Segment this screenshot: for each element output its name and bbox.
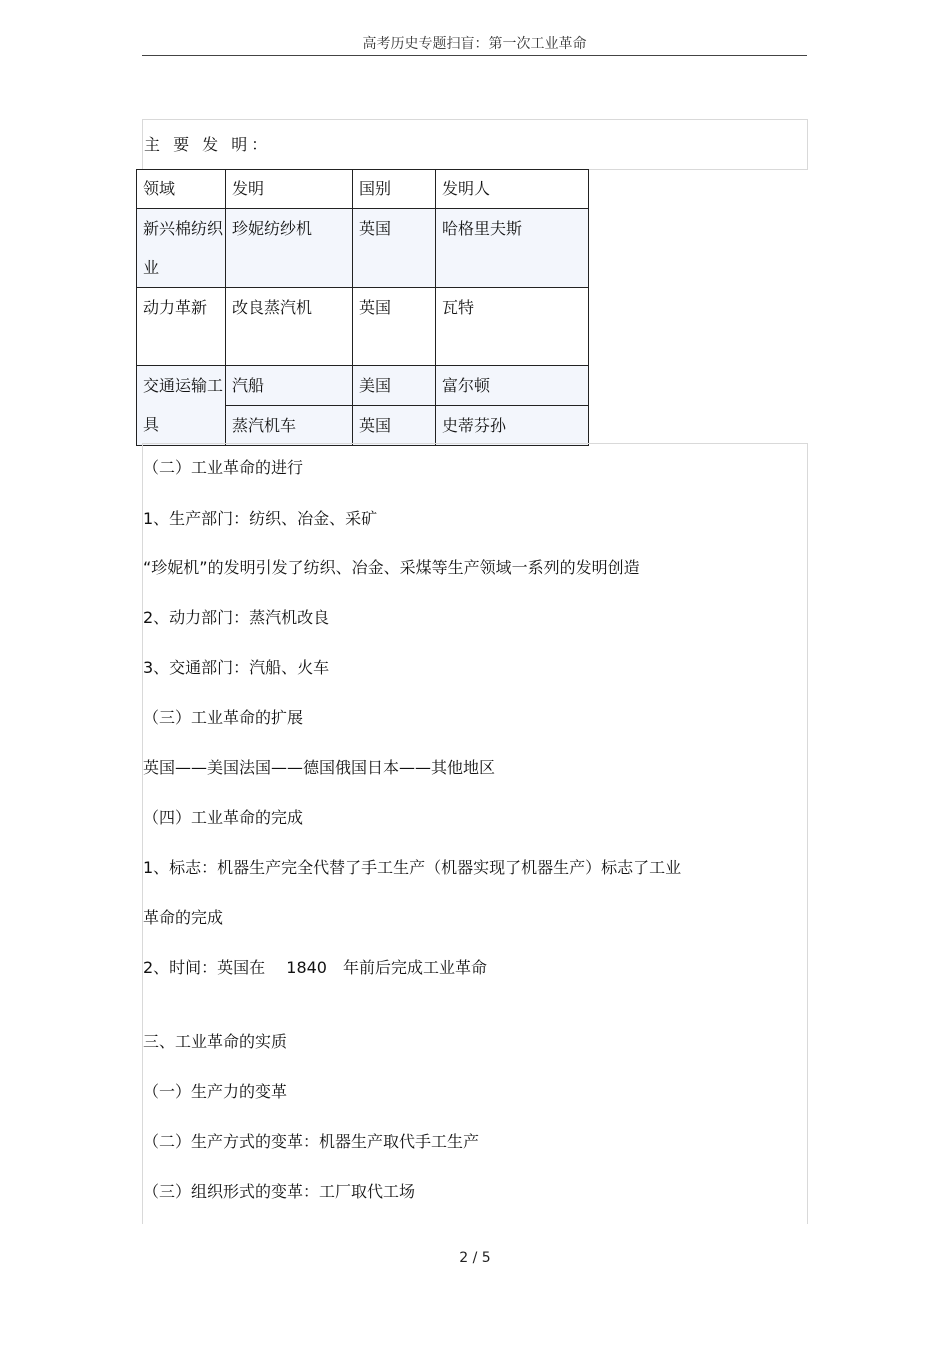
body-line: 2、时间：英国在 1840 年前后完成工业革命 xyxy=(143,958,487,977)
body-line: （三）组织形式的变革：工厂取代工场 xyxy=(143,1182,416,1201)
body-line: 革命的完成 xyxy=(143,908,224,927)
table-header-cell: 国别 xyxy=(353,170,436,209)
table-row xyxy=(137,288,589,366)
table-cell-inventor: 富尔顿 xyxy=(436,366,589,406)
body-line: 2、动力部门：蒸汽机改良 xyxy=(143,608,330,627)
table-cell-invention: 汽船 xyxy=(226,366,353,406)
table-header-cell: 发明 xyxy=(226,170,353,209)
section-label-box xyxy=(142,119,808,170)
page-number: 2 / 5 xyxy=(459,1250,491,1266)
table-cell-country: 英国 xyxy=(353,209,436,288)
body-line: 3、交通部门：汽船、火车 xyxy=(143,658,330,677)
table-header-row xyxy=(137,170,589,209)
body-line: （四）工业革命的完成 xyxy=(143,808,304,827)
header-rule xyxy=(142,55,807,56)
table-header-cell: 领域 xyxy=(137,170,226,209)
body-line: 三、工业革命的实质 xyxy=(143,1032,288,1051)
table-cell-invention: 蒸汽机车 xyxy=(226,406,353,446)
table-row xyxy=(137,366,589,406)
table-cell-invention: 改良蒸汽机 xyxy=(226,288,353,366)
table-cell-country: 美国 xyxy=(353,366,436,406)
table-cell-invention: 珍妮纺纱机 xyxy=(226,209,353,288)
page-header-title: 高考历史专题扫盲：第一次工业革命 xyxy=(362,36,587,52)
body-line: （二）工业革命的进行 xyxy=(143,458,304,477)
section-label: 主 要 发 明： xyxy=(144,135,272,154)
table-cell-field: 交通运输工具 xyxy=(137,366,226,446)
body-line: 1、生产部门：纺织、冶金、采矿 xyxy=(143,509,378,528)
table-cell-field: 动力革新 xyxy=(137,288,226,366)
body-line: “珍妮机”的发明引发了纺织、冶金、采煤等生产领域一系列的发明创造 xyxy=(143,558,640,577)
table-header-cell: 发明人 xyxy=(436,170,589,209)
inventions-table xyxy=(136,169,589,446)
table-cell-inventor: 瓦特 xyxy=(436,288,589,366)
table-row xyxy=(137,209,589,288)
table-cell-country: 英国 xyxy=(353,406,436,446)
body-line: 英国——美国法国——德国俄国日本——其他地区 xyxy=(143,758,496,777)
body-line: （三）工业革命的扩展 xyxy=(143,708,304,727)
table-cell-field: 新兴棉纺织业 xyxy=(137,209,226,288)
body-line: （二）生产方式的变革：机器生产取代手工生产 xyxy=(143,1132,480,1151)
table-cell-country: 英国 xyxy=(353,288,436,366)
body-line: （一）生产力的变革 xyxy=(143,1082,288,1101)
table-cell-inventor: 史蒂芬孙 xyxy=(436,406,589,446)
body-line: 1、标志：机器生产完全代替了手工生产（机器实现了机器生产）标志了工业 xyxy=(143,858,682,877)
table-cell-inventor: 哈格里夫斯 xyxy=(436,209,589,288)
